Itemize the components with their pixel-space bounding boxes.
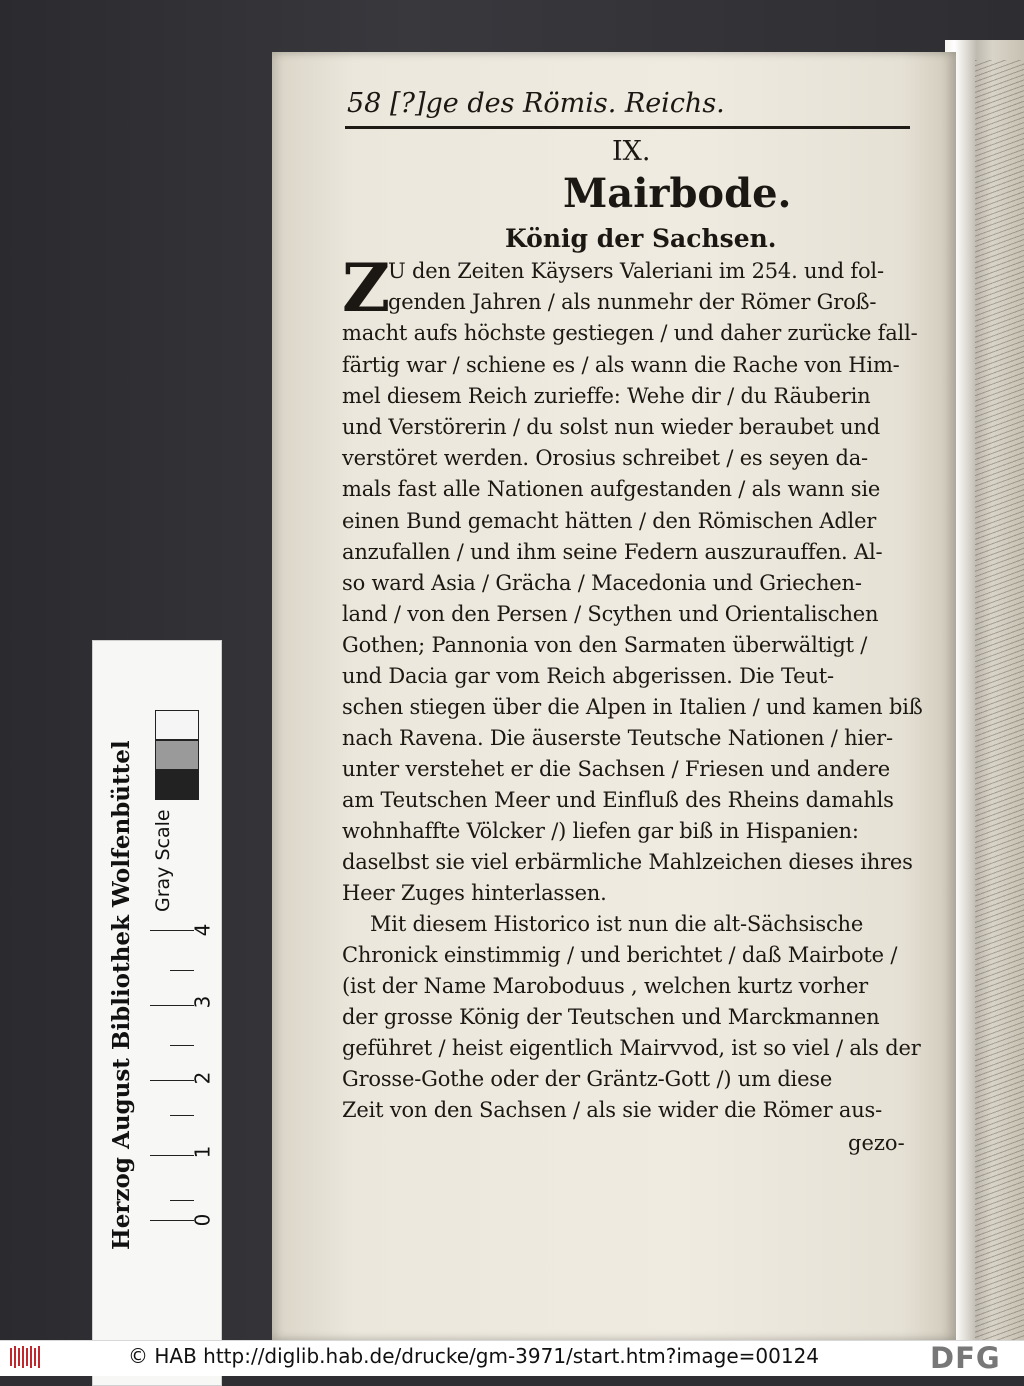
ruler-tick [150,930,194,931]
text-line: anzufallen / und ihm seine Federn auszurauffen. Al- [342,540,883,564]
text-line: und Verstörerin / du solst nun wieder beraubet und [342,415,880,439]
gray-swatch-mid [155,740,199,770]
ruler-number: 3 [190,995,215,1009]
ruler-tick [150,1005,194,1006]
text-line: Heer Zuges hinterlassen. [342,881,607,905]
text-line: so ward Asia / Grächa / Macedonia und Griechen- [342,571,862,595]
ruler-tick [170,970,194,971]
text-line: Chronick einstimmig / und berichtet / daß Mairbote / [342,943,898,967]
ruler-tick [150,1080,194,1081]
text-line: macht aufs höchste gestiegen / und daher zurücke fall- [342,321,918,345]
text-line: einen Bund gemacht hätten / den Römischen Adler [342,509,877,533]
text-line: der grosse König der Teutschen und Marckmannen [342,1005,880,1029]
gray-swatch-white [155,710,199,740]
engraved-plate-fragment [975,60,1024,1340]
text-line: mel diesem Reich zurieffe: Wehe dir / du Räuberin [342,384,871,408]
drop-capital: Z [342,249,391,327]
text-line: unter verstehet er die Sachsen / Friesen und andere [342,757,890,781]
dfg-logo: DFG [930,1341,1001,1375]
text-line: Grosse-Gothe oder der Gräntz-Gott /) um diese [342,1067,833,1091]
ruler-number: 1 [190,1145,215,1159]
ruler-number: 4 [190,923,215,937]
ruler-tick [170,1200,194,1201]
ruler-number: 2 [190,1071,215,1085]
text-line: daselbst sie viel erbärmliche Mahlzeichen dieses ihres [342,850,913,874]
text-line: verstöret werden. Orosius schreibet / es seyen da- [342,446,868,470]
text-line: schen stiegen über die Alpen in Italien / und kamen biß [342,695,923,719]
text-line: genden Jahren / als nunmehr der Römer Groß- [388,290,877,314]
text-line: nach Ravena. Die äuserste Teutsche Nationen / hier- [342,726,893,750]
library-label: Herzog August Bibliothek Wolfenbüttel [108,740,135,1250]
text-line: U den Zeiten Käysers Valeriani im 254. und fol- [388,259,884,283]
text-line: wohnhaffte Völcker /) liefen gar biß in Hispanien: [342,819,859,843]
text-line: (ist der Name Maroboduus , welchen kurtz vorher [342,974,869,998]
chapter-subtitle: König der Sachsen. [505,224,777,253]
ruler-tick [170,1045,194,1046]
gray-scale-label: Gray Scale [152,809,174,912]
ruler-tick [170,1115,194,1116]
ruler-tick [150,1220,194,1221]
text-line: land / von den Persen / Scythen und Orientalischen [342,602,879,626]
text-line: und Dacia gar vom Reich abgerissen. Die Teut- [342,664,834,688]
ruler-tick [150,1155,194,1156]
running-header: 58 [?]ge des Römis. Reichs. [347,88,725,119]
text-line: Mit diesem Historico ist nun die alt-Sächsische [370,912,864,936]
text-line: Gothen; Pannonia von den Sarmaten überwältigt / [342,633,868,657]
text-line: färtig war / schiene es / als wann die Rache von Him- [342,353,900,377]
catchword: gezo- [848,1131,905,1155]
library-logo-icon [8,1344,42,1370]
text-line: am Teutschen Meer und Einfluß des Rheins damahls [342,788,894,812]
ruler-number: 0 [190,1213,215,1227]
text-line: mals fast alle Nationen aufgestanden / als wann sie [342,477,881,501]
text-line: geführet / heist eigentlich Mairvvod, ist so viel / als der [342,1036,921,1060]
header-rule [345,126,910,129]
chapter-number: IX. [612,136,651,167]
chapter-title: Mairbode. [563,170,792,217]
footer-url[interactable]: © HAB http://diglib.hab.de/drucke/gm-3971/start.htm?image=00124 [128,1344,820,1368]
gray-swatch-black [155,770,199,800]
text-line: Zeit von den Sachsen / als sie wider die Römer aus- [342,1098,883,1122]
